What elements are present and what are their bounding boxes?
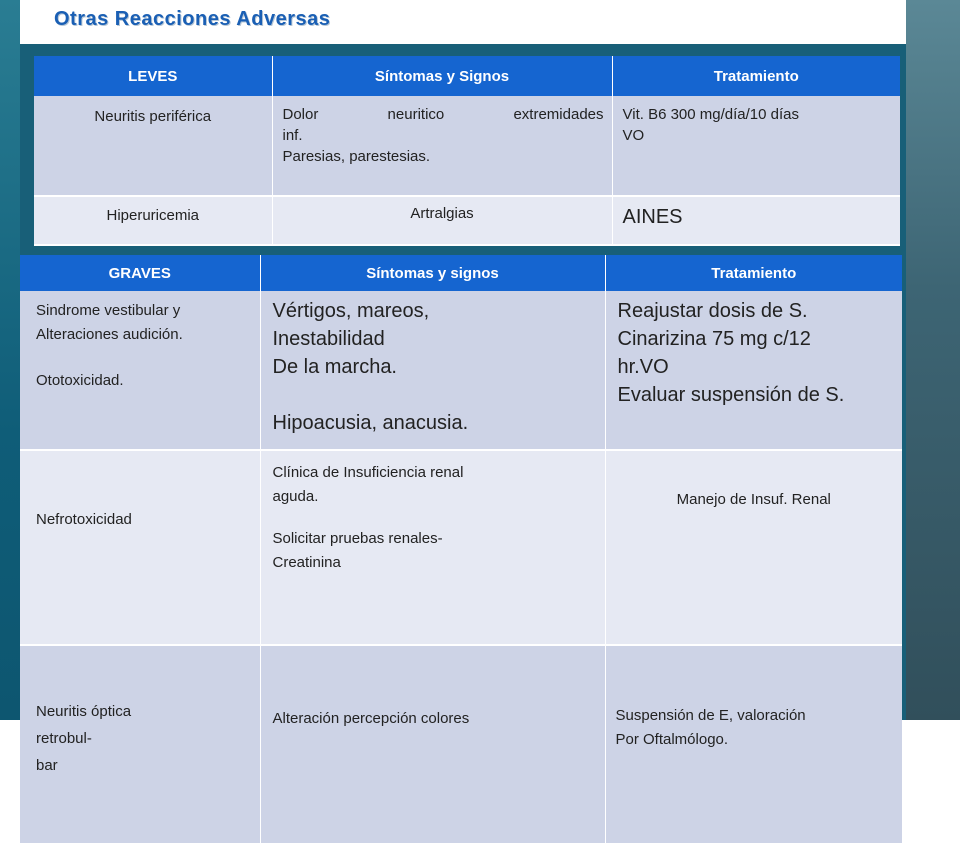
condition-cell: Hiperuricemia [34,196,272,245]
symptom-line: inf. [282,127,303,144]
symptoms-cell [272,96,612,196]
symptom-line: Paresias, parestesias. [282,148,431,165]
table-row [20,450,902,645]
condition-line: Sindrome vestibular y [36,302,181,319]
treatment-col-header: Tratamiento [605,255,902,291]
leves-col-header: LEVES [34,56,272,96]
treatment-cell [605,291,902,450]
symptom-line: Creatinina [272,554,341,571]
condition-cell: Neuritis periférica [34,96,272,196]
treatment-line: hr.VO [617,356,669,378]
left-decor-band [0,0,20,720]
condition-line: Alteraciones audición. [36,326,183,343]
treatment-cell: Manejo de Insuf. Renal [605,450,902,645]
slide-title: Otras Reacciones Adversas [54,8,331,30]
symptom-line: Clínica de Insuficiencia renal [272,464,464,481]
condition-line: Neuritis óptica [36,703,132,720]
spacer [273,509,601,527]
symptom-line: Inestabilidad [272,328,385,350]
symptom-line: aguda. [272,488,319,505]
symptom-line: Hipoacusia, anacusia. [272,412,469,434]
graves-header-row [20,255,902,291]
treatment-line: Reajustar dosis de S. [617,300,808,322]
symptom-line: Dolor neuritico extremidades [282,106,604,123]
table-row [20,291,902,450]
graves-col-header: GRAVES [20,255,260,291]
treatment-line: Evaluar suspensión de S. [617,384,845,406]
symptoms-cell [260,450,605,645]
table-row [34,196,900,245]
treatment-line: Por Oftalmólogo. [615,731,729,748]
symptoms-col-header: Síntomas y signos [260,255,605,291]
spacer [273,381,601,409]
symptom-line: Vértigos, mareos, [272,300,430,322]
symptoms-col-header: Síntomas y Signos [272,56,612,96]
leves-header-row [34,56,900,96]
treatment-col-header: Tratamiento [612,56,900,96]
symptoms-cell: Artralgias [272,196,612,245]
condition-cell [20,645,260,844]
treatment-line: VO [622,127,645,144]
table-row [34,96,900,196]
symptoms-cell [260,291,605,450]
condition-line: retrobul- [36,730,92,747]
treatment-cell [612,96,900,196]
condition-line: Ototoxicidad. [36,372,124,389]
treatment-cell: AINES [612,196,900,245]
treatment-cell [605,645,902,844]
leves-table [34,56,900,246]
condition-cell [20,291,260,450]
right-decor-band [906,0,960,720]
symptom-line: De la marcha. [272,356,397,378]
treatment-line: Suspensión de E, valoración [615,707,806,724]
treatment-line: Cinarizina 75 mg c/12 [617,328,811,350]
table-row [20,645,902,844]
symptom-line: Solicitar pruebas renales- [272,530,443,547]
graves-table [20,255,902,845]
treatment-line: Vit. B6 300 mg/día/10 días [622,106,800,123]
symptoms-cell: Alteración percepción colores [260,645,605,844]
condition-cell: Nefrotoxicidad [20,450,260,645]
spacer [36,347,256,369]
condition-line: bar [36,757,58,774]
